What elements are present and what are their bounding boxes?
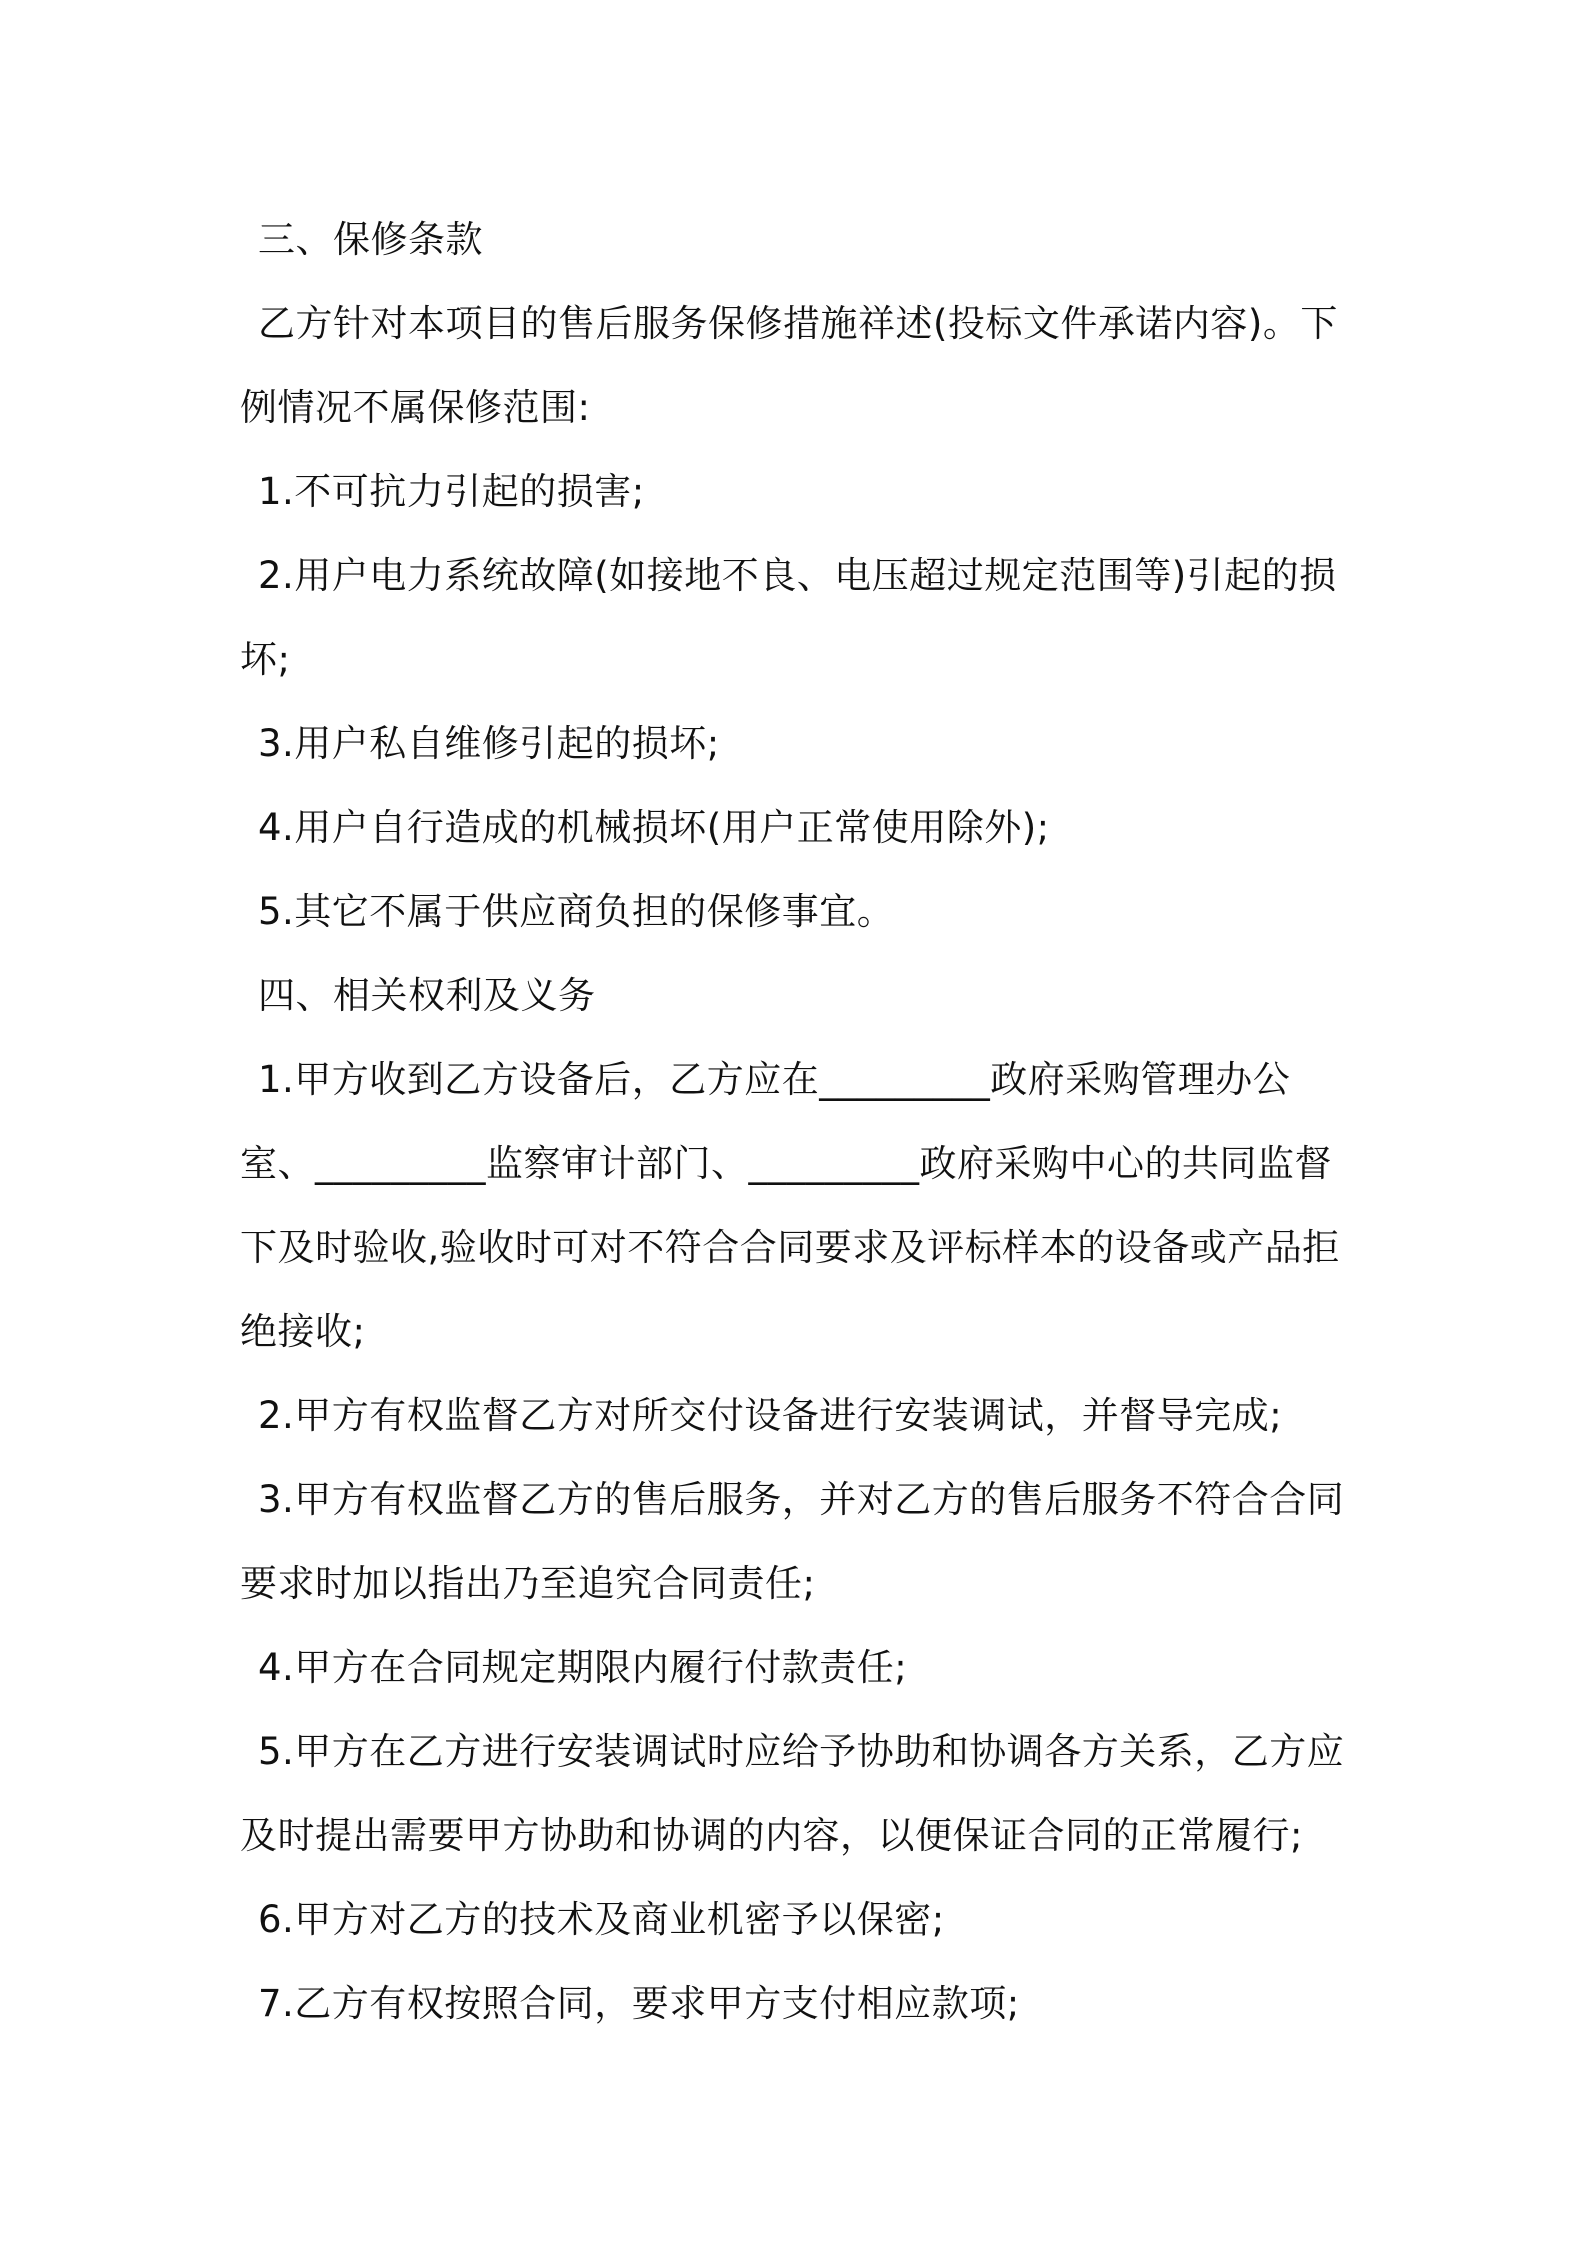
list-item-continuation: 绝接收; (240, 1310, 366, 1353)
section-heading-warranty: 三、保修条款 (258, 218, 483, 261)
list-item: 6.甲方对乙方的技术及商业机密予以保密; (258, 1898, 945, 1941)
list-item: 4.用户自行造成的机械损坏(用户正常使用除外); (258, 806, 1050, 849)
list-item: 2.用户电力系统故障(如接地不良、电压超过规定范围等)引起的损 (258, 554, 1337, 597)
list-item: 5.其它不属于供应商负担的保修事宜。 (258, 890, 895, 933)
list-item: 2.甲方有权监督乙方对所交付设备进行安装调试，并督导完成; (258, 1394, 1283, 1437)
paragraph-line: 例情况不属保修范围: (240, 386, 591, 429)
list-item: 4.甲方在合同规定期限内履行付款责任; (258, 1646, 908, 1689)
section-heading-rights: 四、相关权利及义务 (258, 974, 596, 1017)
list-item: 3.甲方有权监督乙方的售后服务，并对乙方的售后服务不符合合同 (258, 1478, 1345, 1521)
list-item-continuation: 坏; (240, 638, 291, 681)
list-item: 1.不可抗力引起的损害; (258, 470, 645, 513)
list-item-continuation: 及时提出需要甲方协助和协调的内容，以便保证合同的正常履行; (240, 1814, 1303, 1857)
list-item: 3.用户私自维修引起的损坏; (258, 722, 720, 765)
list-item-continuation: 下及时验收,验收时可对不符合合同要求及评标样本的设备或产品拒 (240, 1226, 1340, 1269)
list-item: 5.甲方在乙方进行安装调试时应给予协助和协调各方关系，乙方应 (258, 1730, 1345, 1773)
list-item-continuation: 要求时加以指出乃至追究合同责任; (240, 1562, 816, 1605)
paragraph-line: 乙方针对本项目的售后服务保修措施祥述(投标文件承诺内容)。下 (258, 302, 1338, 345)
list-item: 7.乙方有权按照合同，要求甲方支付相应款项; (258, 1982, 1020, 2025)
document-body (240, 198, 1360, 2046)
list-item-continuation: 室、_________监察审计部门、_________政府采购中心的共同监督 (240, 1142, 1332, 1185)
list-item: 1.甲方收到乙方设备后，乙方应在_________政府采购管理办公 (258, 1058, 1291, 1101)
